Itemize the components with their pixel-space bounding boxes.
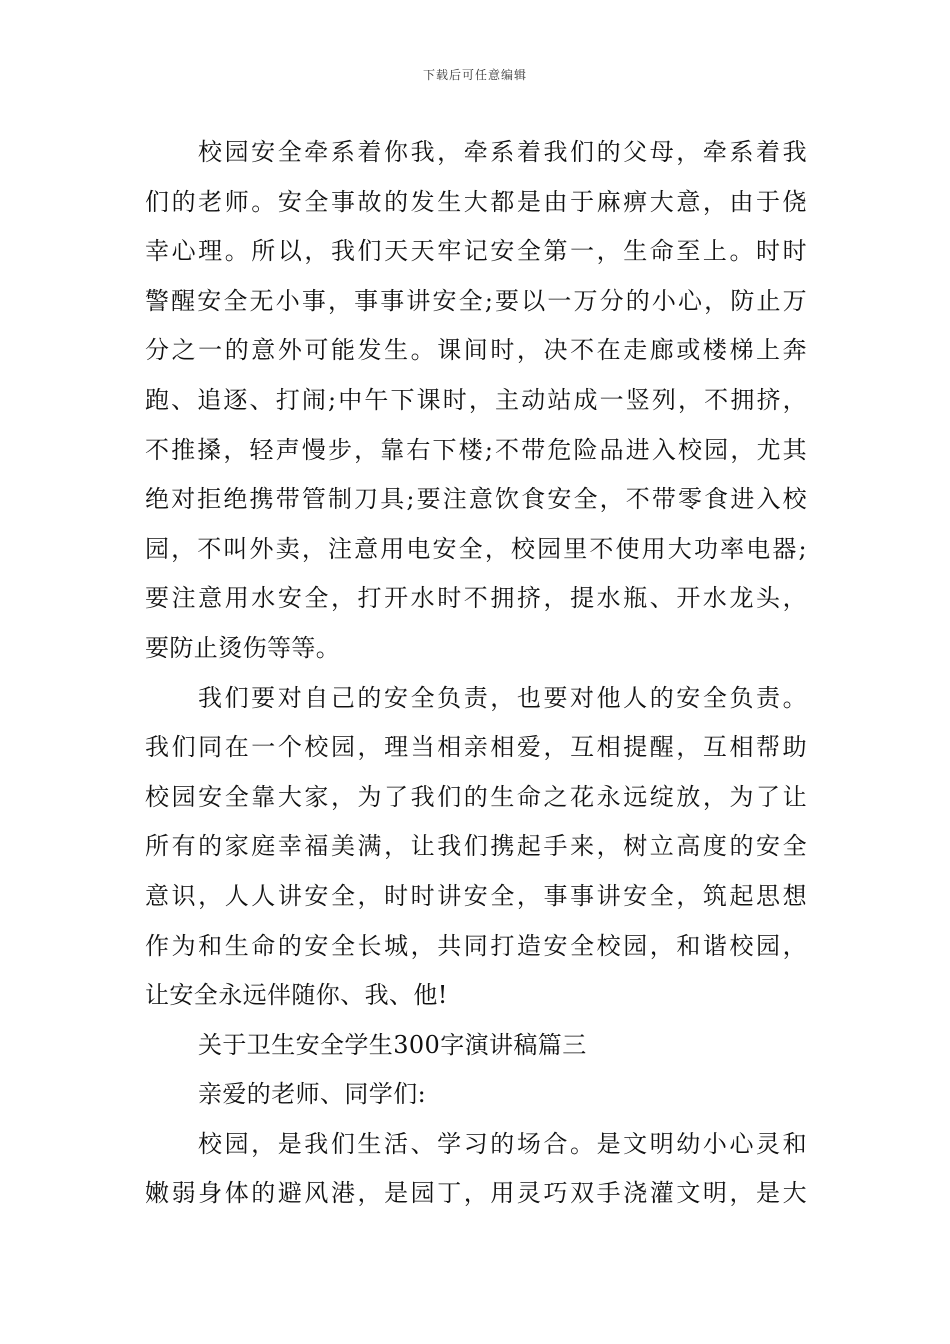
text-line: 校园安全靠大家，为了我们的生命之花永远绽放，为了让	[145, 782, 807, 811]
text-line: 幸心理。所以，我们天天牢记安全第一，生命至上。时时	[145, 237, 807, 266]
text-line: 不推搡，轻声慢步，靠右下楼;不带危险品进入校园，尤其	[145, 435, 807, 464]
text-line: 我们同在一个校园，理当相亲相爱，互相提醒，互相帮助	[145, 733, 807, 762]
text-line: 跑、追逐、打闹;中午下课时，主动站成一竖列，不拥挤，	[145, 385, 807, 414]
text-line: 警醒安全无小事，事事讲安全;要以一万分的小心，防止万	[145, 286, 807, 315]
text-line: 分之一的意外可能发生。课间时，决不在走廊或楼梯上奔	[145, 336, 807, 365]
text-line: 绝对拒绝携带管制刀具;要注意饮食安全，不带零食进入校	[145, 485, 807, 514]
page-header: 下载后可任意编辑	[422, 68, 527, 82]
text-line: 要注意用水安全，打开水时不拥挤，提水瓶、开水龙头，	[145, 584, 807, 613]
text-line: 要防止烫伤等等。	[145, 633, 341, 662]
text-line: 意识，人人讲安全，时时讲安全，事事讲安全，筑起思想	[145, 881, 807, 910]
text-line: 们的老师。安全事故的发生大都是由于麻痹大意，由于侥	[145, 187, 807, 216]
document-body	[145, 128, 807, 1219]
section-heading: 关于卫生安全学生300字演讲稿篇三	[198, 1030, 587, 1059]
text-line: 园，不叫外卖，注意用电安全，校园里不使用大功率电器;	[145, 534, 807, 563]
text-line: 所有的家庭幸福美满，让我们携起手来，树立高度的安全	[145, 832, 807, 861]
text-line: 让安全永远伴随你、我、他!	[145, 981, 448, 1010]
text-line: 作为和生命的安全长城，共同打造安全校园，和谐校园，	[145, 931, 807, 960]
salutation: 亲爱的老师、同学们:	[198, 1080, 427, 1109]
text-line: 我们要对自己的安全负责，也要对他人的安全负责。	[198, 683, 807, 712]
text-line: 嫩弱身体的避风港，是园丁，用灵巧双手浇灌文明，是大	[145, 1179, 807, 1208]
text-line: 校园，是我们生活、学习的场合。是文明幼小心灵和	[198, 1129, 807, 1158]
text-line: 校园安全牵系着你我，牵系着我们的父母，牵系着我	[198, 138, 807, 166]
